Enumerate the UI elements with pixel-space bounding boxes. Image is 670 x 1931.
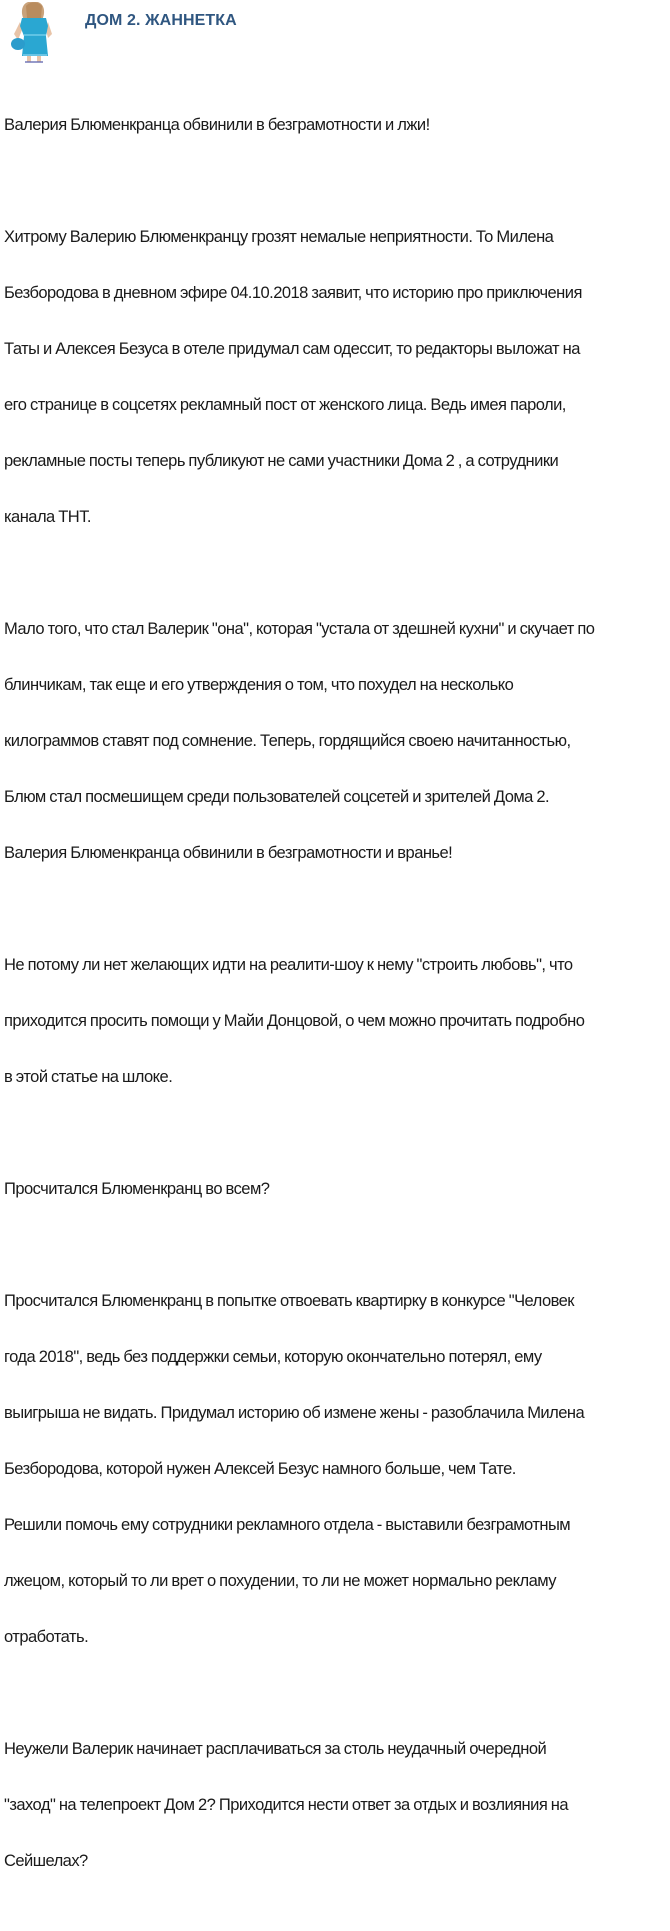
text-line: Валерия Блюменкранца обвинили в безграмотности и лжи! (4, 115, 430, 134)
article-paragraph (4, 923, 666, 1119)
article-body (4, 83, 666, 1931)
text-line: Хитрому Валерию Блюменкранцу грозят немалые неприятности. То Милена (4, 227, 554, 246)
article-subheading-paragraph (4, 1147, 666, 1231)
text-line: рекламные посты теперь публикуют не сами участники Дома 2 , а сотрудники (4, 451, 559, 470)
text-line: блинчикам, так еще и его утверждения о том, что похудел на несколько (4, 675, 514, 694)
text-line: Не потому ли нет желающих идти на реалити-шоу к нему "строить любовь", что (4, 955, 573, 974)
text-line: Неужели Валерик начинает расплачиваться за столь неудачный очередной (4, 1739, 547, 1758)
text-line: Блюм стал посмешищем среди пользователей соцсетей и зрителей Дома 2. (4, 787, 550, 806)
text-line: его странице в соцсетях рекламный пост от женского лица. Ведь имея пароли, (4, 395, 566, 414)
text-line: отработать. (4, 1627, 89, 1646)
article-paragraph (4, 195, 666, 559)
text-line: Просчитался Блюменкранц во всем? (4, 1179, 270, 1198)
avatar[interactable] (8, 0, 60, 66)
text-line: в этой статье на шлоке. (4, 1067, 173, 1086)
text-line: Валерия Блюменкранца обвинили в безграмотности и вранье! (4, 843, 453, 862)
text-line: Просчитался Блюменкранц в попытке отвоевать квартирку в конкурсе "Человек (4, 1291, 575, 1310)
channel-title[interactable]: ДОМ 2. ЖАННЕТКА (85, 12, 237, 29)
text-line: Сейшелах? (4, 1851, 88, 1870)
text-line: Безбородова, которой нужен Алексей Безус намного больше, чем Тате. (4, 1459, 516, 1478)
article-headline-paragraph (4, 83, 666, 167)
text-line: Таты и Алексея Безуса в отеле придумал сам одессит, то редакторы выложат на (4, 339, 580, 358)
text-line: Безбородова в дневном эфире 04.10.2018 заявит, что историю про приключения (4, 283, 582, 302)
text-line: выигрыша не видать. Придумал историю об измене жены - разоблачила Милена (4, 1403, 585, 1422)
text-line: "заход" на телепроект Дом 2? Приходится нести ответ за отдых и возлияния на (4, 1795, 569, 1814)
article-paragraph (4, 587, 666, 895)
text-line: лжецом, который то ли врет о похудении, то ли не может нормально рекламу (4, 1571, 556, 1590)
woman-in-blue-dress-avatar-icon (8, 0, 60, 66)
text-line: года 2018", ведь без поддержки семьи, которую окончательно потерял, ему (4, 1347, 542, 1366)
text-line: канала ТНТ. (4, 507, 91, 526)
text-line: приходится просить помощи у Майи Донцовой, о чем можно прочитать подробно (4, 1011, 585, 1030)
text-line: Мало того, что стал Валерик "она", которая "устала от здешней кухни" и скучает по (4, 619, 595, 638)
article-paragraph (4, 1707, 666, 1903)
post-header (0, 0, 670, 70)
article-paragraph (4, 1259, 666, 1679)
text-line: Решили помочь ему сотрудники рекламного отдела - выставили безграмотным (4, 1515, 571, 1534)
text-line: килограммов ставят под сомнение. Теперь, гордящийся своею начитанностью, (4, 731, 571, 750)
